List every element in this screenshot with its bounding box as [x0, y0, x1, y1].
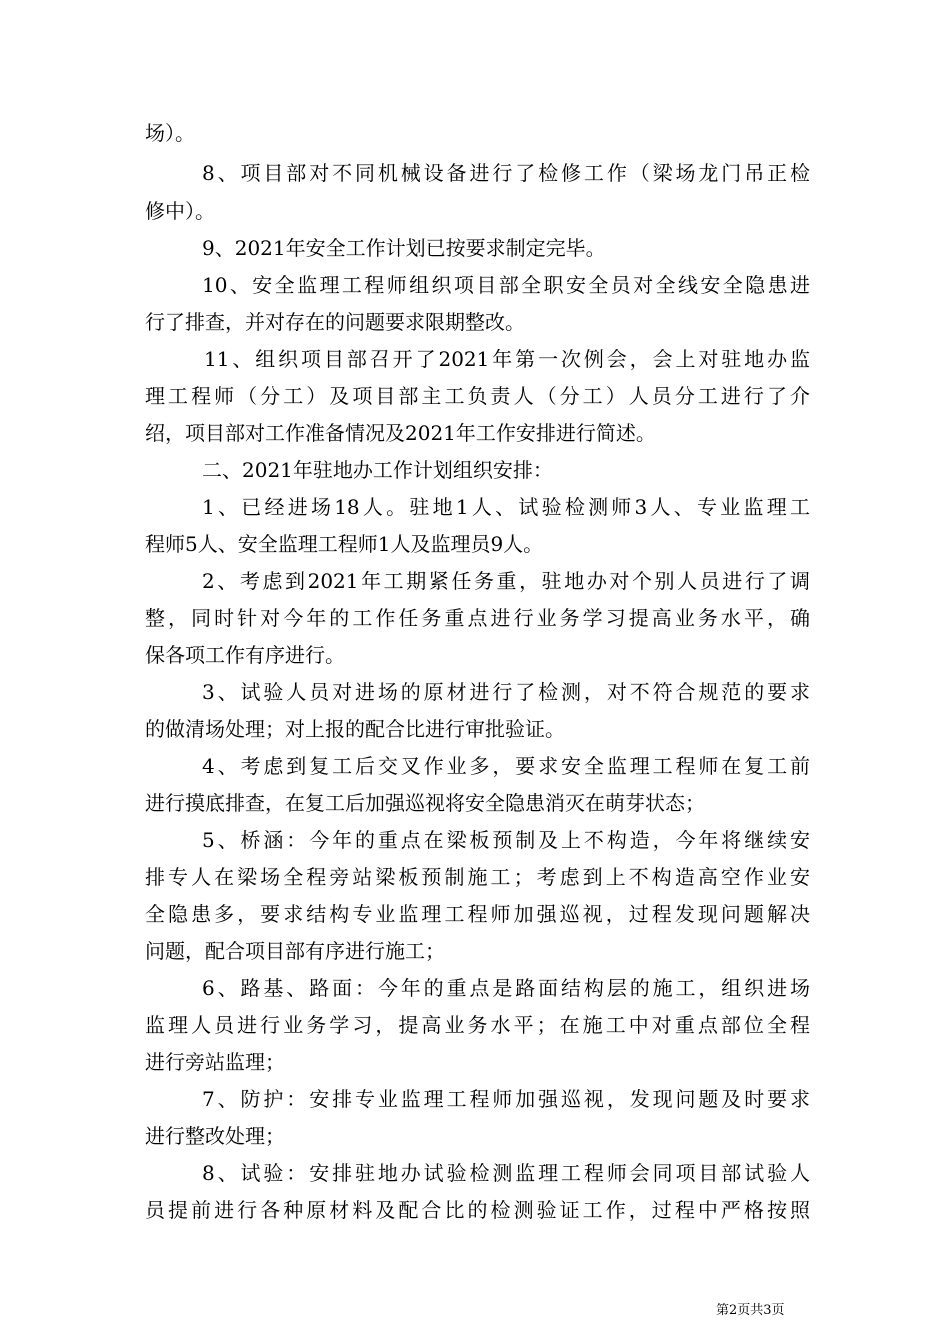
text-line: 的做清场处理；对上报的配合比进行审批验证。 [145, 717, 565, 741]
text-line: 8、项目部对不同机械设备进行了检修工作（梁场龙门吊正检 [202, 161, 810, 185]
text-line: 9、2021年安全工作计划已按要求制定完毕。 [202, 236, 606, 260]
section-heading: 二、2021年驻地办工作计划组织安排： [202, 458, 553, 482]
text-line: 进行整改处理； [145, 1124, 285, 1148]
text-line: 场）。 [145, 121, 195, 145]
text-line: 8、试验：安排驻地办试验检测监理工程师会同项目部试验人 [202, 1161, 810, 1185]
text-line: 3、试验人员对进场的原材进行了检测，对不符合规范的要求 [202, 680, 810, 704]
text-line: 修中）。 [145, 199, 215, 223]
text-line: 行了排查，并对存在的问题要求限期整改。 [145, 310, 525, 334]
text-line: 员提前进行各种原材料及配合比的检测验证工作，过程中严格按照 [145, 1198, 810, 1222]
text-line: 程师5人、安全监理工程师1人及监理员9人。 [145, 532, 544, 556]
text-line: 保各项工作有序进行。 [145, 643, 345, 667]
page-number-footer: 第2页共3页 [716, 1303, 785, 1318]
text-line: 全隐患多，要求结构专业监理工程师加强巡视，过程发现问题解决 [145, 902, 810, 926]
text-line: 整，同时针对今年的工作任务重点进行业务学习提高业务水平，确 [145, 606, 810, 630]
text-line: 进行摸底排查，在复工后加强巡视将安全隐患消灭在萌芽状态； [145, 791, 705, 815]
text-line: 理工程师（分工）及项目部主工负责人（分工）人员分工进行了介 [145, 384, 810, 408]
text-line: 1、已经进场18人。驻地1人、试验检测师3人、专业监理工 [202, 495, 810, 519]
text-line: 6、路基、路面：今年的重点是路面结构层的施工，组织进场 [202, 976, 810, 1000]
text-line: 11、组织项目部召开了2021年第一次例会，会上对驻地办监 [204, 347, 810, 371]
text-line: 排专人在梁场全程旁站梁板预制施工；考虑到上不构造高空作业安 [145, 865, 810, 889]
text-line: 2、考虑到2021年工期紧任务重，驻地办对个别人员进行了调 [202, 569, 810, 593]
text-line: 5、桥涵：今年的重点在梁板预制及上不构造，今年将继续安 [202, 828, 810, 852]
text-line: 绍，项目部对工作准备情况及2021年工作安排进行简述。 [145, 421, 656, 445]
text-line: 进行旁站监理； [145, 1050, 285, 1074]
text-line: 监理人员进行业务学习，提高业务水平；在施工中对重点部位全程 [145, 1013, 810, 1037]
text-line: 4、考虑到复工后交叉作业多，要求安全监理工程师在复工前 [202, 754, 810, 778]
text-line: 10、安全监理工程师组织项目部全职安全员对全线安全隐患进 [202, 273, 810, 297]
text-line: 7、防护：安排专业监理工程师加强巡视，发现问题及时要求 [202, 1087, 810, 1111]
text-line: 问题，配合项目部有序进行施工； [145, 939, 445, 963]
